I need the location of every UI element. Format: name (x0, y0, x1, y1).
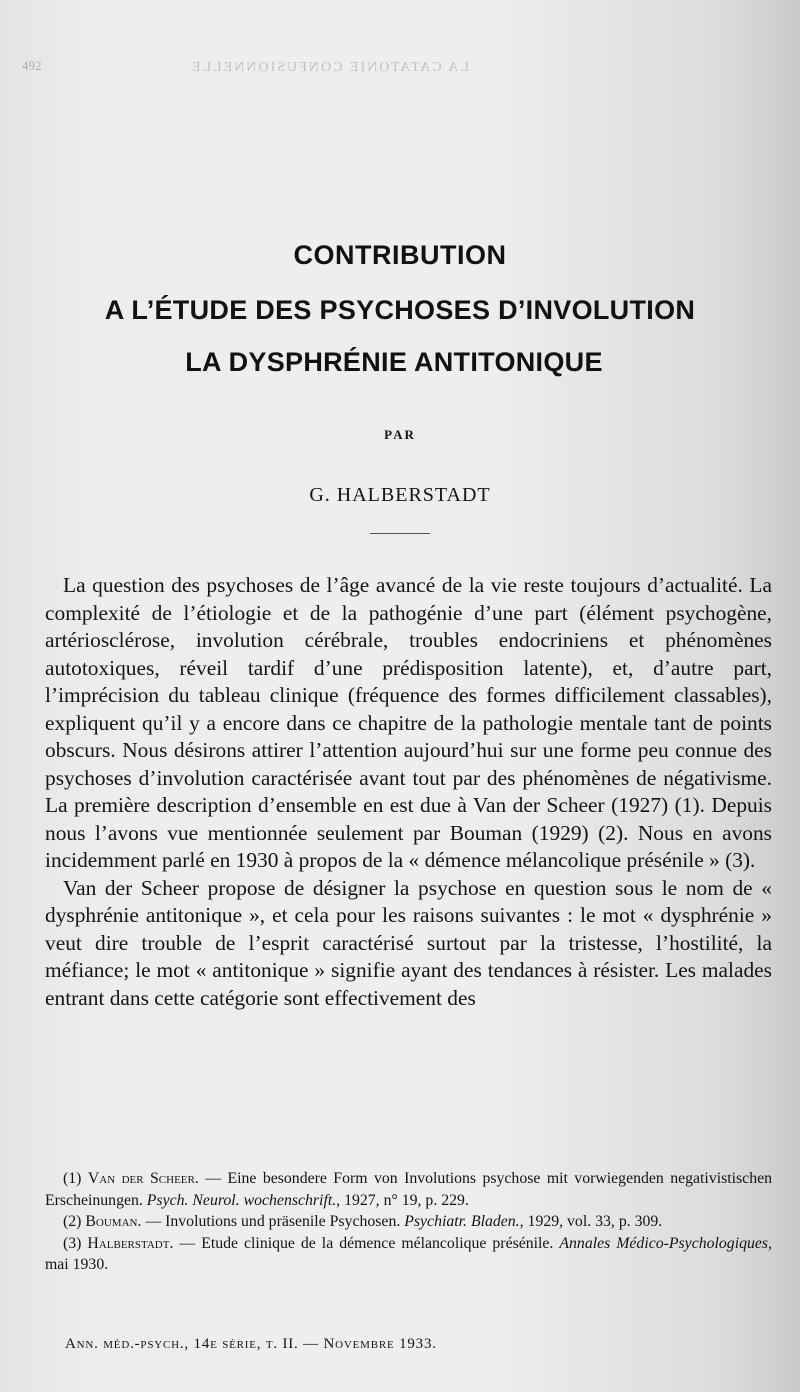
footnote-text: — Etude clinique de la démence mélancolique présénile. (173, 1234, 560, 1252)
footnote-text: — Involutions und präsenile Psychosen. (141, 1213, 405, 1231)
footnotes (45, 1168, 772, 1276)
footnote-number: (1) (63, 1170, 82, 1187)
footnote-journal: Psych. Neurol. wochenschrift., (146, 1191, 341, 1209)
footnote-text: — Eine besondere Form von Involutions psychose mit vorwiegenden negativistischen Erscheinungen. (45, 1170, 772, 1209)
footnote-details: mai 1930. (45, 1256, 109, 1274)
footnote-3 (45, 1233, 772, 1276)
body-paragraph-1: La question des psychoses de l’âge avancé de la vie reste toujours d’actualité. La complexité de l’étiologie et de la pathogénie d’une part (élément psychogène, artériosclérose, involution cérébrale, troubles endocriniens et phénomènes autotoxiques, réveil tardif d’une prédisposition latente), et, d’autre part, l’imprécision du tableau clinique (fréquence des formes difficilement classables), expliquent qu’il y a encore dans ce chapitre de la pathologie mentale tant de points obscurs. Nous désirons attirer l’attention aujourd’hui sur une forme peu connue des psychoses d’involution caractérisée avant tout par des phénomènes de négativisme. La première description d’ensemble en est due à Van der Scheer (1927) (1). Depuis nous l’avons vue mentionnée seulement par Bouman (1929) (2). Nous en avons incidemment parlé en 1930 à propos de la « démence mélancolique présénile » (3). (45, 573, 772, 872)
footnote-journal: Annales Médico-Psychologiques, (559, 1234, 772, 1252)
footnote-number: (3) (63, 1234, 82, 1252)
title-line-2: A L’ÉTUDE DES PSYCHOSES D’INVOLUTION (104, 295, 696, 325)
footnote-details: 1929, vol. 33, p. 309. (523, 1213, 663, 1231)
footnote-author: Bouman. (85, 1213, 142, 1231)
footnote-author: Van der Scheer. (87, 1170, 199, 1187)
footnote-journal: Psychiatr. Bladen., (404, 1213, 524, 1231)
journal-footer: Ann. méd.-psych., 14e série, t. II. — Novembre 1933. (65, 1336, 437, 1352)
footnote-details: 1927, n° 19, p. 229. (340, 1191, 469, 1209)
bleed-running-header: LA CATATONIE CONFUSIONNELLE (190, 60, 469, 75)
author-name: G. HALBERSTADT (309, 484, 491, 506)
title-line-3: LA DYSPHRÉNIE ANTITONIQUE (185, 347, 603, 377)
footnote-2 (45, 1211, 772, 1233)
article-body (45, 572, 772, 1012)
body-paragraph-2: Van der Scheer propose de désigner la psychose en question sous le nom de « dysphrénie antitonique », et cela pour les raisons suivantes : le mot « dysphrénie » veut dire trouble de l’esprit caractérisé surtout par la tristesse, l’hostilité, la méfiance; le mot « antitonique » signifie ayant des tendances à résister. Les malades entrant dans cette catégorie sont effectivement des (45, 875, 772, 1010)
bleed-page-number: 492 (22, 58, 42, 73)
footnote-author: Halberstadt. (87, 1234, 174, 1252)
title-divider (370, 533, 430, 534)
title-line-1: CONTRIBUTION (293, 240, 507, 270)
footnote-1 (45, 1168, 772, 1211)
byline-par: PAR (384, 427, 416, 442)
footnote-number: (2) (63, 1213, 82, 1231)
